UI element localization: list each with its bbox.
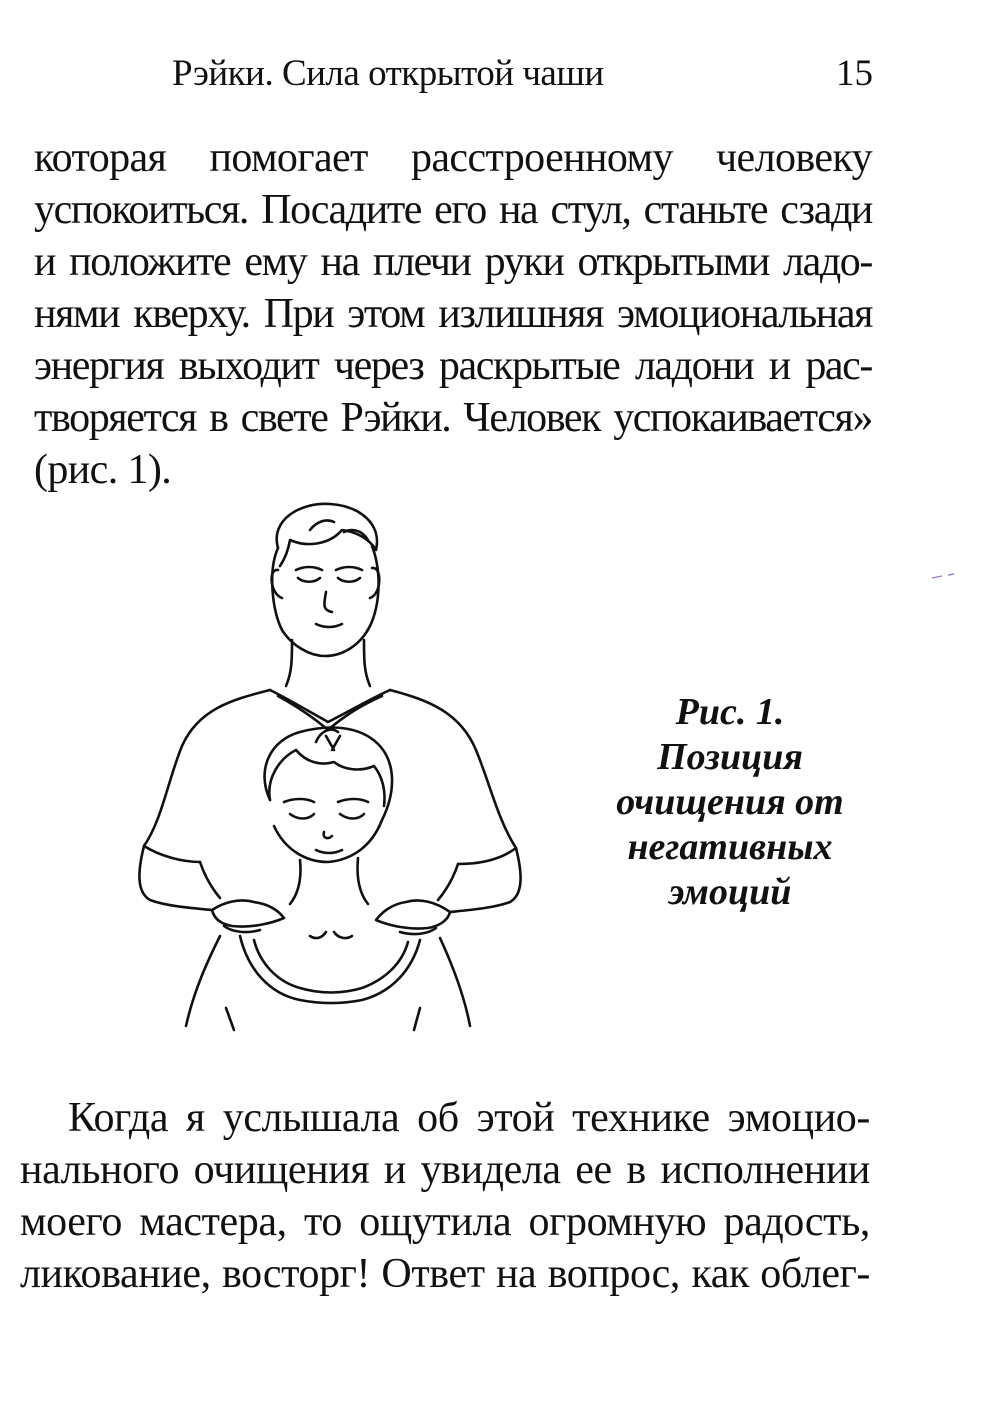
child-mouth	[316, 850, 342, 853]
caption-line: Позиция	[657, 736, 803, 778]
adult-eye-right	[338, 578, 360, 582]
child-arm-left	[186, 936, 220, 1026]
adult-collar	[270, 690, 390, 722]
text-line: нями кверху. При этом излишняя эмоциональная	[34, 291, 872, 337]
text-line: нального очищения и увидела ее в исполнении	[20, 1147, 870, 1193]
page-number: 15	[836, 53, 873, 94]
adult-mouth	[316, 624, 342, 627]
text-line: моего мастера, то ощутила огромную радость,	[20, 1199, 870, 1245]
child-neck	[290, 858, 368, 904]
text-line: энергия выходит через раскрытые ладони и рас-	[34, 343, 872, 389]
caption-line: Рис. 1.	[675, 691, 785, 733]
text-line: и положите ему на плечи руки открытыми ладо-	[34, 239, 872, 285]
adult-eye-left	[298, 578, 320, 582]
text-line: Когда я услышала об этой технике эмоцио-	[68, 1095, 870, 1141]
right-hand	[376, 900, 450, 928]
caption-line: очищения от	[616, 781, 844, 823]
page-header	[0, 52, 1000, 102]
adult-shoulder-right	[390, 690, 516, 848]
paragraph-1	[34, 132, 872, 496]
stray-mark	[930, 566, 970, 586]
adult-arm-right	[450, 848, 521, 912]
caption-line: эмоций	[668, 871, 792, 913]
text-line: творяется в свете Рэйки. Человек успокаивается»	[34, 395, 872, 441]
figure-caption	[585, 690, 875, 915]
text-line: которая помогает расстроенному человеку	[34, 135, 872, 181]
child-hair	[269, 750, 384, 806]
adult-shoulder-left	[144, 690, 270, 846]
running-title: Рэйки. Сила открытой чаши	[172, 53, 604, 94]
adult-sleeve-left	[144, 846, 200, 862]
paragraph-2	[20, 1092, 870, 1300]
text-line: (рис. 1).	[34, 447, 172, 493]
figure-illustration	[120, 500, 540, 1040]
text-line: ликование, восторг! Ответ на вопрос, как облег-	[20, 1251, 870, 1297]
child-nose	[324, 832, 332, 838]
left-hand	[212, 900, 284, 926]
child-arm-right	[440, 938, 470, 1026]
adult-arm-left	[139, 846, 212, 910]
text-line: успокоиться. Посадите его на стул, станьте сзади	[34, 187, 872, 233]
child-eye-right	[340, 814, 364, 819]
child-head	[265, 728, 393, 862]
adult-sleeve-right	[458, 848, 516, 864]
adult-nose	[324, 592, 332, 612]
adult-hair	[277, 504, 377, 566]
child-eye-left	[290, 814, 314, 819]
caption-line: негативных	[627, 826, 833, 868]
